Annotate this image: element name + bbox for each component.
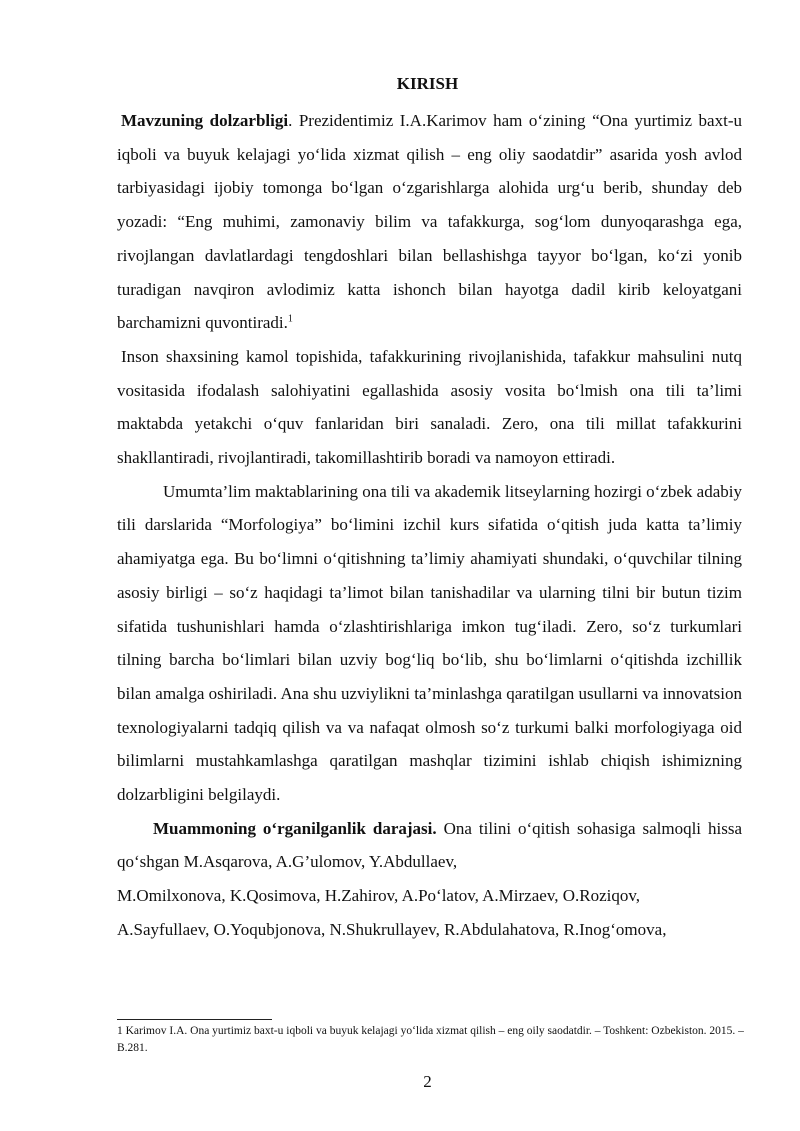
- study-level-heading: Muammoning o‘rganilganlik darajasi.: [153, 818, 437, 838]
- relevance-heading: Mavzuning dolzarbligi: [121, 111, 289, 130]
- paragraph-relevance: [117, 104, 742, 340]
- study-level-text: Ona tilini o‘qitish sohasiga salmoqli hissa qo‘shgan M.Asqarova, A.G’ulomov, Y.Abdullaev,: [117, 818, 743, 872]
- page-title: KIRISH: [396, 74, 459, 93]
- paragraph-morphology: Umumta’lim maktablarining ona tili va akademik litseylarning hozirgi o‘zbek adabiy tili darslarida “Morfologiya” bo‘limini izchil kurs sifatida o‘qitish juda katta ta’limiy ahamiyatga ega. Bu bo‘limni o‘qitishning ta’limiy ahamiyati shundaki, o‘quvchilar tilning asosiy birligi – so‘z haqidagi ta’limot bilan tanishadilar va ularning tilni bir butun tizim sifatida tushunishlari hamda o‘zlashtirishlariga imkon tug‘iladi. Zero, so‘z turkumlari tilning barcha bo‘limlari bilan uzviy bog‘liq bo‘lib, shu bo‘limlarni o‘qitishda izchillik bilan amalga oshiriladi. Ana shu uzviylikni ta’minlashga qaratilgan usullarni va innovatsion texnologiyalarni tadqiq qilish va va nafaqat olmosh so‘z turkumi balki morfologiyaga oid bilimlarni mustahkamlashga qaratilgan mashqlar tizimini ishlab chiqish ishimizning dolzarbligini belgilaydi.: [117, 481, 742, 805]
- study-level-authors-line: A.Sayfullaev, O.Yoqubjonova, N.Shukrullayev, R.Abdulahatova, R.Inog‘omova,: [117, 919, 667, 939]
- body-text: [117, 104, 742, 947]
- page-number: 2: [423, 1072, 432, 1091]
- paragraph-mother-tongue: Inson shaxsining kamol topishida, tafakkurining rivojlanishida, tafakkur mahsulini nutq vositasida ifodalash salohiyatini egallashida asosiy vosita bo‘lmish ona tili ta’limi maktabda yetakchi o‘quv fanlaridan biri sanaladi. Zero, ona tili millat tafakkurini shakllantiradi, rivojlantiradi, takomillashtirib boradi va namoyon ettiradi.: [117, 346, 742, 468]
- study-level-authors-line: M.Omilxonova, K.Qosimova, H.Zahirov, A.Po‘latov, A.Mirzaev, O.Roziqov,: [117, 886, 640, 906]
- relevance-text: . Prezidentimiz I.A.Karimov ham o‘zining “Ona yurtimiz baxt-u iqboli va buyuk kelajagi yo‘lida xizmat qilish – eng oliy saodatdir” asarida yosh avlod tarbiyasidagi ijobiy tomonga bo‘lgan o‘zgarishlarga alohida urg‘u berib, shunday deb yozadi: “Eng muhimi, zamonaviy bilim va tafakkurga, sog‘lom dunyoqarashga ega, rivojlangan davlatlardagi tengdoshlari bilan bellashishga tayyor bo‘lgan, ko‘zi yonib turadigan navqiron avlodimiz katta ishonch bilan hayotga dadil kirib keloyatgani barchamizni quvontiradi.: [117, 111, 742, 333]
- footnote: 1 Karimov I.A. Ona yurtimiz baxt-u iqboli va buyuk kelajagi yo‘lida xizmat qilish – eng oily saodatdir. – Toshkent: Ozbekiston. 2015. –B.281.: [117, 1025, 744, 1054]
- paragraph-study-level: [117, 812, 742, 879]
- footnote-reference[interactable]: 1: [287, 313, 293, 325]
- footnote-divider: [117, 1019, 272, 1020]
